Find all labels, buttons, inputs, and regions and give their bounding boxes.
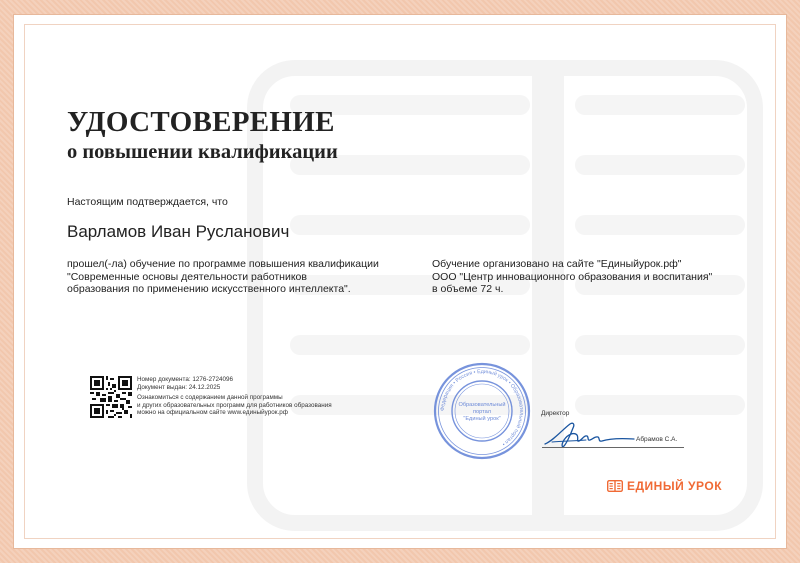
signature-line: [542, 447, 684, 448]
organizer-line: ООО "Центр инновационного образования и воспитания": [432, 270, 713, 283]
program-line: прошел(-ла) обучение по программе повышения квалификации: [67, 258, 379, 270]
organizer-line: Обучение организовано на сайте "Единыйурок.рф": [432, 258, 682, 270]
program-line: образования по применению искусственного интеллекта".: [67, 283, 351, 295]
qr-code-icon: [90, 376, 132, 418]
document-note-line: можно на официальном сайте www.единыйурок.рф: [137, 409, 288, 417]
document-number: Номер документа: 1276-2724096: [137, 376, 233, 383]
edinyy-urok-logo: [607, 479, 722, 493]
stamp-center-line: Образовательный: [458, 402, 506, 408]
certificate-subtitle: о повышении квалификации: [67, 141, 338, 163]
stamp-ring-text: Федерация • Россия • Единый урок • Образовательный портал •: [439, 368, 525, 447]
stamp-center-line: портал: [472, 409, 492, 415]
organizer-line: в объеме 72 ч.: [432, 283, 504, 295]
program-line: "Современные основы деятельности работников: [67, 270, 307, 283]
document-issued: Документ выдан: 24.12.2025: [137, 383, 221, 391]
certificate-title: УДОСТОВЕРЕНИЕ: [67, 106, 335, 138]
document-info: [137, 376, 332, 417]
logo-text: ЕДИНЫЙ УРОК: [627, 479, 723, 493]
book-icon: [607, 480, 623, 492]
program-description: [67, 258, 379, 296]
organizer-description: [432, 258, 712, 296]
person-name: Варламов Иван Русланович: [67, 222, 290, 241]
document-note-line: Ознакомиться с содержанием данной программы: [137, 394, 283, 402]
confirm-text: Настоящим подтверждается, что: [67, 196, 228, 208]
document-note-line: и других образовательных программ для работников образования: [137, 401, 332, 409]
stamp-center-line: "Единый урок": [463, 416, 501, 422]
director-label: Директор: [541, 410, 570, 417]
signatory-name: Абрамов С.А.: [636, 436, 678, 443]
official-stamp: [432, 361, 532, 461]
